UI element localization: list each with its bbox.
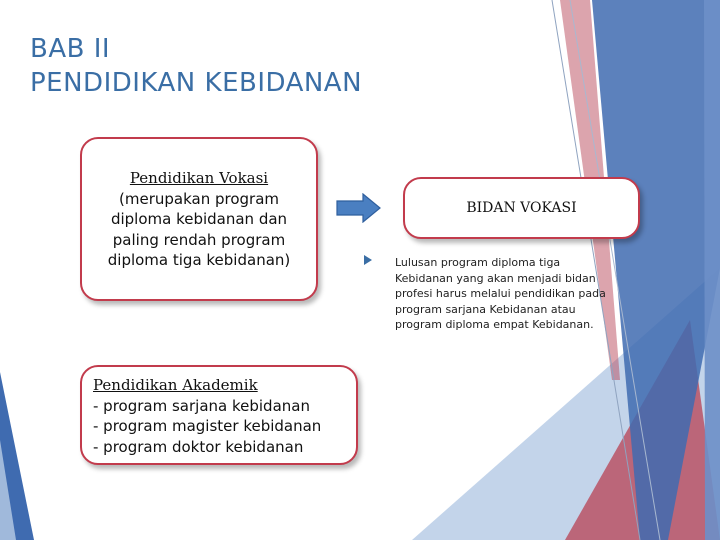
slide-title [30, 32, 362, 100]
description-text [395, 255, 606, 333]
vokasi-line: paling rendah program [112, 230, 286, 249]
bidan-vokasi-label: BIDAN VOKASI [466, 200, 577, 216]
akademik-line: - program sarjana kebidanan [93, 396, 310, 415]
description-line: Lulusan program diploma tiga [395, 256, 561, 269]
vokasi-line: (merupakan program [119, 189, 279, 208]
vokasi-heading: Pendidikan Vokasi [129, 169, 269, 187]
akademik-line: - program doktor kebidanan [93, 437, 304, 456]
triangle-bullet-icon [364, 255, 372, 265]
akademik-heading: Pendidikan Akademik [93, 376, 258, 394]
right-arrow-icon [336, 193, 382, 223]
vokasi-box [80, 137, 318, 301]
title-line-1: BAB II [30, 34, 111, 64]
vokasi-line: diploma kebidanan dan [110, 210, 288, 228]
vokasi-line: diploma tiga kebidanan) [107, 251, 291, 269]
title-line-2: PENDIDIKAN KEBIDANAN [30, 68, 363, 98]
description-line: Kebidanan yang akan menjadi bidan [395, 271, 596, 285]
description-line: profesi harus melalui pendidikan pada [395, 287, 606, 300]
deco-blue-lighter-edge [704, 0, 720, 540]
description-line: program sarjana Kebidanan atau [395, 302, 576, 316]
akademik-line: - program magister kebidanan [93, 417, 322, 435]
bidan-vokasi-box [403, 177, 640, 239]
akademik-box [80, 365, 358, 465]
description-line: program diploma empat Kebidanan. [395, 318, 594, 331]
